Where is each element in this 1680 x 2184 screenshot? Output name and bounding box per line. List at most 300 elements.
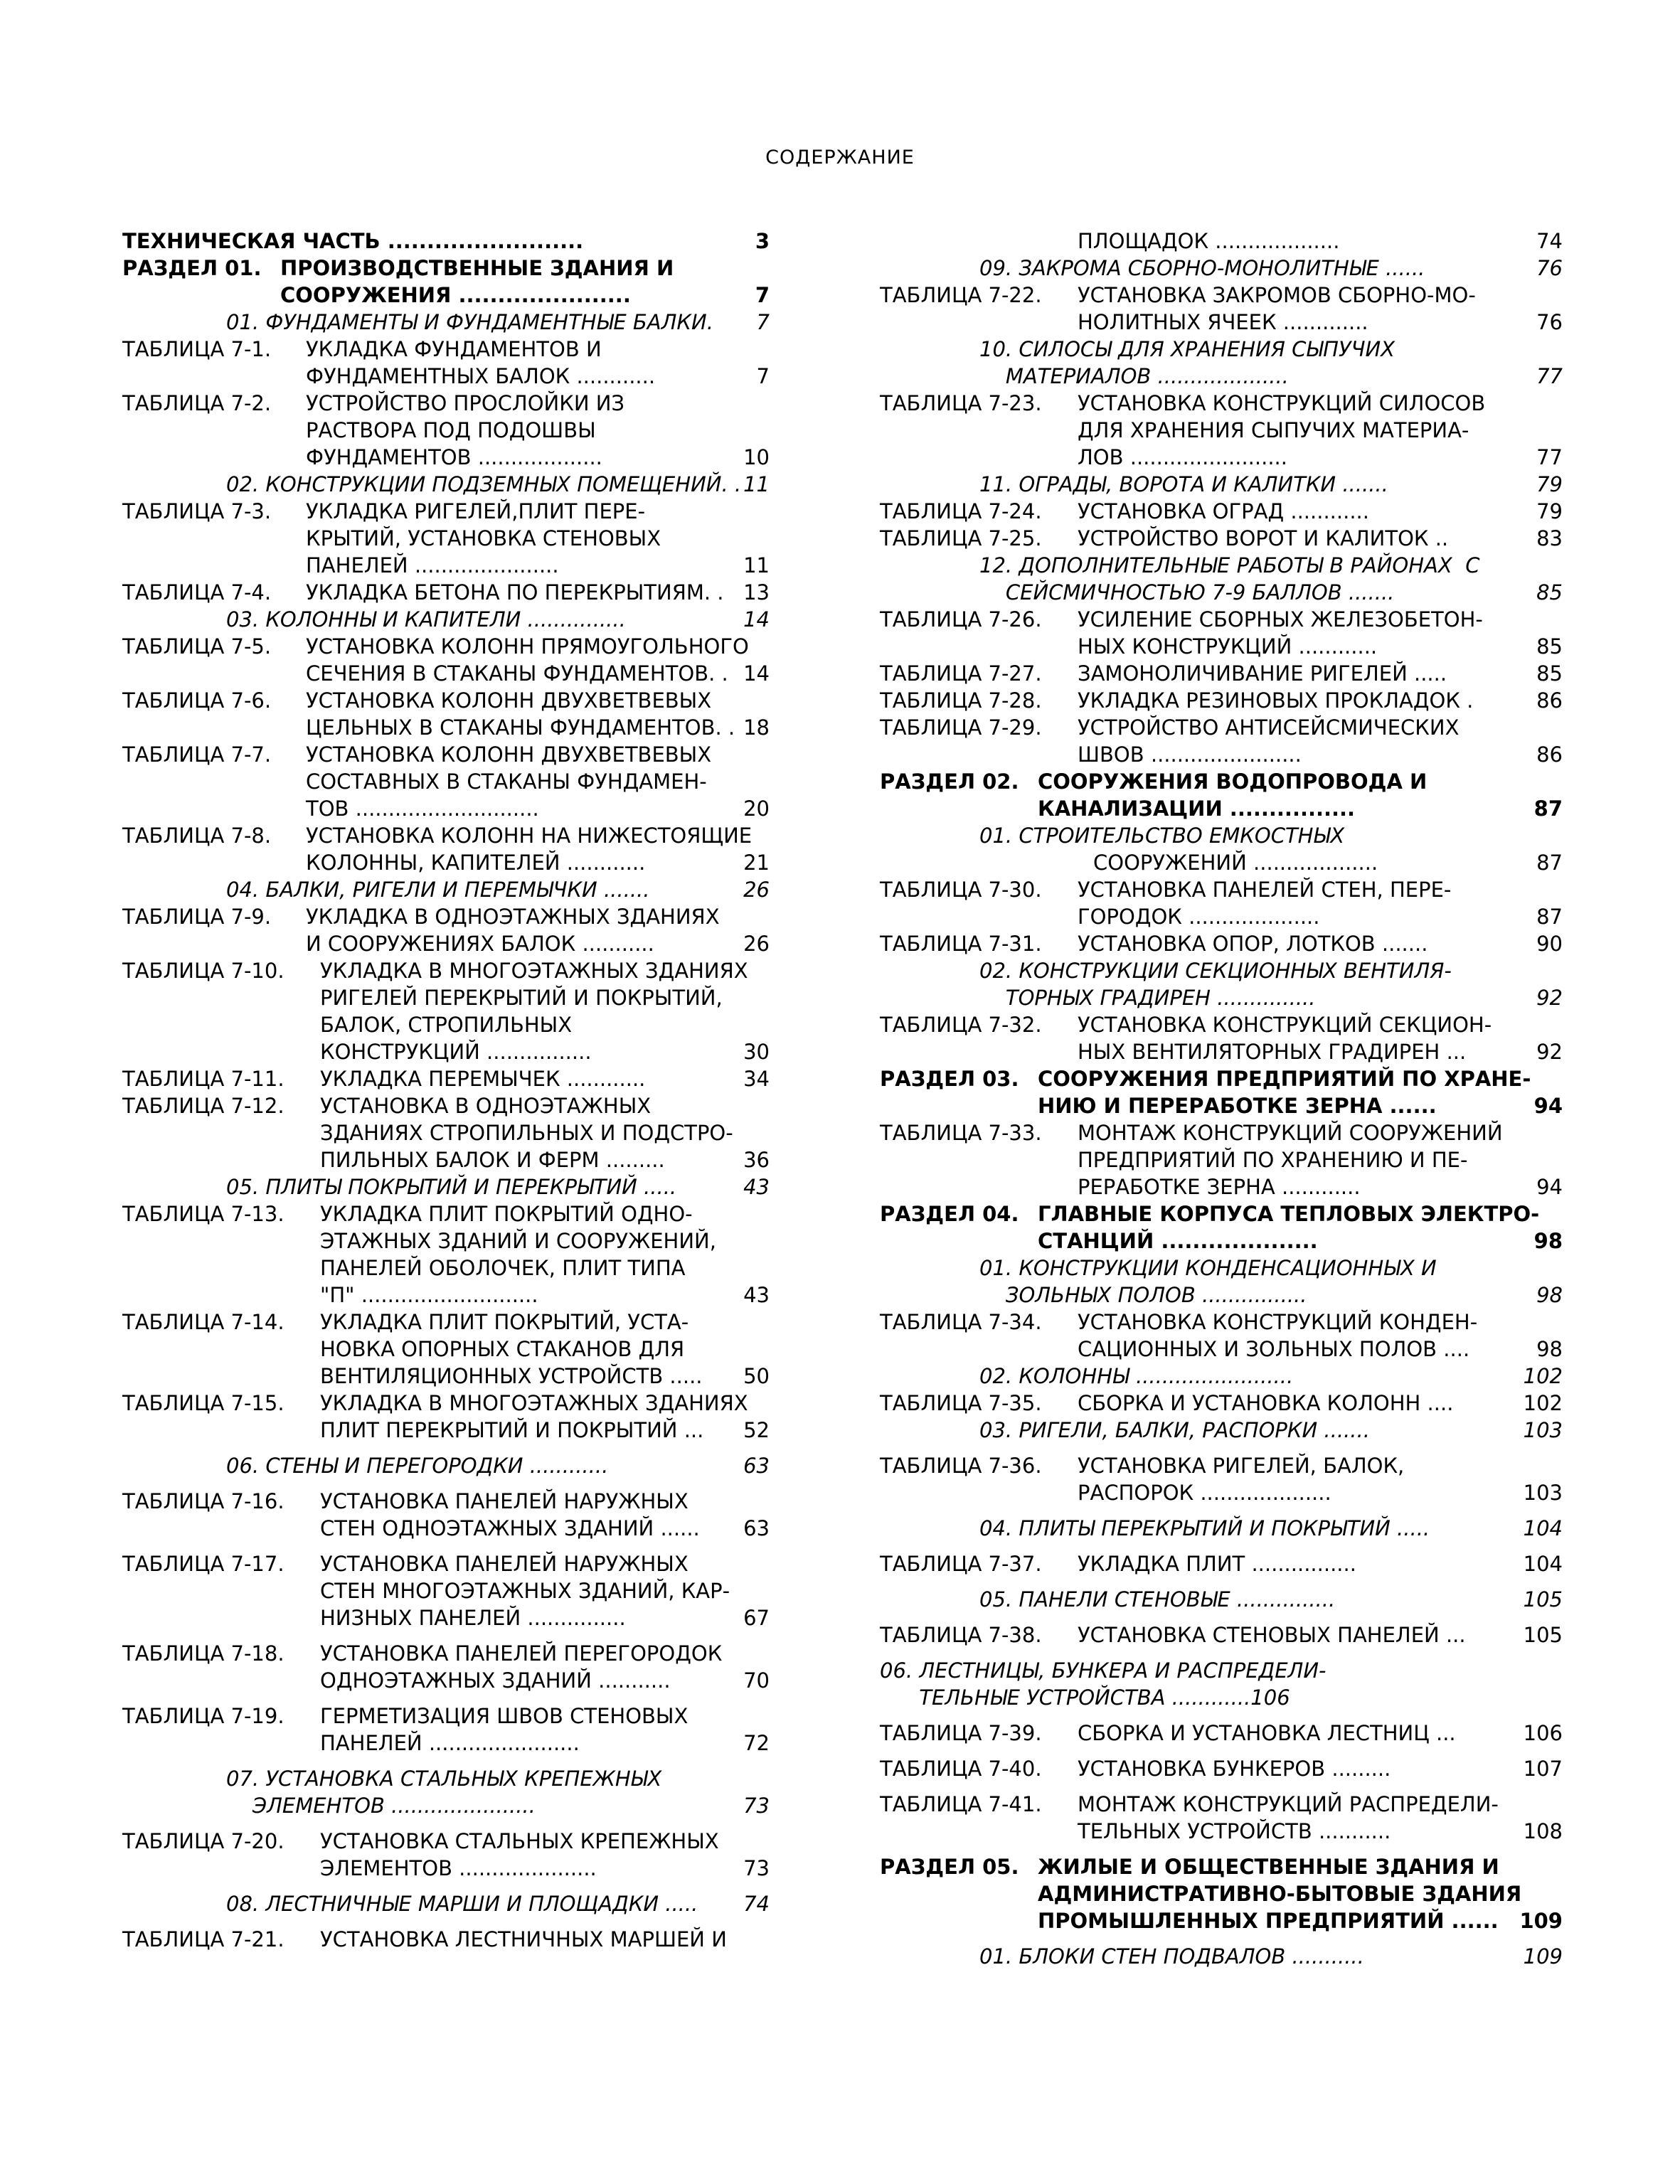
toc-page-number: 107 [1523, 1757, 1563, 1781]
toc-entry [122, 1765, 770, 1819]
toc-page-number: 87 [1536, 851, 1563, 875]
toc-entry-label: ТАБЛИЦА 7-25. [880, 526, 1042, 550]
toc-entry [122, 1065, 770, 1092]
toc-page-number: 86 [1536, 742, 1563, 767]
toc-entry [122, 606, 770, 633]
toc-entry-label: ТАБЛИЦА 7-39. [880, 1721, 1042, 1745]
toc-entry-line: 12. ДОПОЛНИТЕЛЬНЫЕ РАБОТЫ В РАЙОНАХ С [979, 553, 1480, 577]
toc-entry [122, 336, 770, 390]
toc-entry-line: УСТАНОВКА ПАНЕЛЕЙ НАРУЖНЫХ [320, 1552, 689, 1576]
toc-entry [880, 1011, 1563, 1065]
toc-entry-line: 01. ФУНДАМЕНТЫ И ФУНДАМЕНТНЫЕ БАЛКИ. [226, 310, 713, 334]
toc-entry-label: ТАБЛИЦА 7-20. [122, 1829, 285, 1853]
toc-entry [880, 714, 1563, 768]
toc-entry-line: ЛОВ ........................ [1078, 445, 1287, 469]
toc-entry [880, 336, 1563, 390]
toc-entry-text [306, 822, 770, 876]
toc-entry [880, 768, 1563, 822]
toc-entry-text [320, 957, 770, 1065]
toc-entry-label: ТАБЛИЦА 7-21. [122, 1927, 285, 1951]
toc-page-number: 26 [743, 932, 770, 956]
toc-entry-line: УСТАНОВКА КОЛОНН ПРЯМОУГОЛЬНОГО [306, 634, 749, 659]
toc-page-number: 76 [1536, 256, 1563, 280]
toc-page-number: 43 [743, 1175, 770, 1199]
toc-entry [880, 1791, 1563, 1845]
toc-page-number: 108 [1523, 1819, 1563, 1843]
toc-entry-line: УКЛАДКА ПЛИТ ПОКРЫТИЙ ОДНО- [320, 1202, 693, 1226]
toc-entry-text [979, 1417, 1563, 1444]
toc-entry-text [1078, 660, 1563, 687]
toc-entry [122, 471, 770, 498]
toc-entry-label: ТАБЛИЦА 7-26. [880, 607, 1042, 632]
toc-entry-line: 02. КОЛОННЫ ........................ [979, 1364, 1294, 1388]
toc-page-number: 34 [743, 1067, 770, 1091]
toc-entry-line: НЫХ КОНСТРУКЦИЙ ............ [1078, 634, 1378, 659]
toc-entry-label: ТАБЛИЦА 7-30. [880, 878, 1042, 902]
toc-entry-line: ЖИЛЫЕ И ОБЩЕСТВЕННЫЕ ЗДАНИЯ И [1038, 1855, 1499, 1879]
toc-entry-line: И СООРУЖЕНИЯХ БАЛОК ........... [306, 932, 654, 956]
toc-entry-line: УСТАНОВКА ОГРАД ............ [1078, 499, 1369, 523]
toc-page-number: 18 [743, 715, 770, 740]
toc-page-number: 85 [1536, 634, 1563, 659]
toc-entry-label: ТАБЛИЦА 7-2. [122, 391, 272, 415]
toc-entry-line: УСТАНОВКА ПАНЕЛЕЙ ПЕРЕГОРОДОК [320, 1641, 723, 1666]
toc-entry-label: ТАБЛИЦА 7-12. [122, 1094, 285, 1118]
toc-entry-label: ТАБЛИЦА 7-35. [880, 1391, 1042, 1415]
toc-entry-line: 05. ПЛИТЫ ПОКРЫТИЙ И ПЕРЕКРЫТИЙ ..... [226, 1175, 677, 1199]
toc-entry-line: 02. КОНСТРУКЦИИ ПОДЗЕМНЫХ ПОМЕЩЕНИЙ. . [226, 472, 742, 496]
toc-entry-label: ТАБЛИЦА 7-33. [880, 1121, 1042, 1145]
toc-page-number: 26 [743, 878, 770, 902]
toc-entry-label: ТАБЛИЦА 7-5. [122, 634, 272, 659]
toc-entry-line: УСТАНОВКА СТЕНОВЫХ ПАНЕЛЕЙ ... [1078, 1623, 1466, 1647]
toc-entry-text [1078, 1791, 1563, 1845]
toc-page-number: 7 [755, 283, 770, 307]
toc-page-number: 77 [1536, 364, 1563, 388]
toc-entry-label: ТАБЛИЦА 7-17. [122, 1552, 285, 1576]
toc-entry-line: ЦЕЛЬНЫХ В СТАКАНЫ ФУНДАМЕНТОВ. . [306, 715, 735, 740]
toc-page-number: 105 [1523, 1623, 1563, 1647]
toc-entry-text [226, 1452, 770, 1479]
toc-page-number: 92 [1536, 1040, 1563, 1064]
toc-page-number: 73 [743, 1794, 770, 1818]
toc-entry-line: УСТАНОВКА КОЛОНН НА НИЖЕСТОЯЩИЕ [306, 824, 753, 848]
toc-entry-text [979, 822, 1563, 849]
toc-page-number: 21 [743, 851, 770, 875]
toc-entry-label: ТАБЛИЦА 7-41. [880, 1792, 1042, 1816]
toc-entry-line: 03. РИГЕЛИ, БАЛКИ, РАСПОРКИ ....... [979, 1418, 1370, 1442]
toc-entry-line: ЭЛЕМЕНТОВ ..................... [320, 1856, 597, 1880]
toc-entry [880, 1452, 1563, 1506]
toc-page-number: 98 [1536, 1283, 1563, 1307]
toc-page-number: 7 [756, 364, 770, 388]
toc-entry-line: МОНТАЖ КОНСТРУКЦИЙ РАСПРЕДЕЛИ- [1078, 1792, 1499, 1816]
toc-entry [880, 1363, 1563, 1390]
toc-page-number: 10 [743, 445, 770, 469]
toc-entry-line: НИЮ И ПЕРЕРАБОТКЕ ЗЕРНА ...... [1038, 1094, 1437, 1118]
toc-entry-line: ПРОМЫШЛЕННЫХ ПРЕДПРИЯТИЙ ...... [1038, 1909, 1499, 1933]
toc-entry-line: 10. СИЛОСЫ ДЛЯ ХРАНЕНИЯ СЫПУЧИХ [979, 337, 1395, 361]
toc-entry-line: УКЛАДКА В МНОГОЭТАЖНЫХ ЗДАНИЯХ [320, 1391, 748, 1415]
toc-entry-text [320, 1926, 770, 1953]
toc-entry [122, 1828, 770, 1882]
toc-entry [880, 606, 1563, 660]
toc-entry-line: УКЛАДКА ФУНДАМЕНТОВ И [306, 337, 602, 361]
toc-entry-line: ПРЕДПРИЯТИЙ ПО ХРАНЕНИЮ И ПЕ- [1078, 1148, 1468, 1172]
toc-entry-line: ТОВ ............................ [306, 797, 539, 821]
toc-page-number: 63 [743, 1454, 770, 1478]
toc-page-number: 36 [743, 1148, 770, 1172]
toc-entry-line: ГЛАВНЫЕ КОРПУСА ТЕПЛОВЫХ ЭЛЕКТРО- [1038, 1202, 1540, 1226]
toc-entry-text [1078, 390, 1563, 471]
toc-entry-label: РАЗДЕЛ 02. [880, 769, 1019, 794]
toc-entry [122, 903, 770, 957]
toc-entry-text [306, 390, 770, 471]
toc-entry-text [226, 471, 770, 498]
toc-page-number: 73 [743, 1856, 770, 1880]
toc-entry [880, 552, 1563, 606]
toc-entry-line: УСТАНОВКА ЛЕСТНИЧНЫХ МАРШЕЙ И [320, 1927, 727, 1951]
toc-entry-line: УСТАНОВКА КОЛОНН ДВУХВЕТВЕВЫХ [306, 688, 712, 713]
toc-entry-text [1078, 1309, 1563, 1363]
toc-entry-line: 06. СТЕНЫ И ПЕРЕГОРОДКИ ............ [226, 1454, 609, 1478]
toc-entry-line: НОВКА ОПОРНЫХ СТАКАНОВ ДЛЯ [320, 1337, 685, 1361]
toc-entry-line: УКЛАДКА ПЛИТ ПОКРЫТИЙ, УСТА- [320, 1310, 689, 1334]
toc-entry-text [880, 1657, 1563, 1711]
toc-entry-text [1078, 1119, 1563, 1200]
toc-entry-line: ГОРОДОК .................... [1078, 905, 1320, 929]
toc-entry-line: КОЛОННЫ, КАПИТЕЛЕЙ ............ [306, 851, 646, 875]
toc-entry-label: ТАБЛИЦА 7-7. [122, 742, 272, 767]
toc-entry-text [320, 1390, 770, 1444]
toc-entry [880, 228, 1563, 255]
toc-entry [880, 1200, 1563, 1255]
toc-entry-line: УСТАНОВКА СТАЛЬНЫХ КРЕПЕЖНЫХ [320, 1829, 719, 1853]
toc-entry-label: ТАБЛИЦА 7-8. [122, 824, 272, 848]
toc-page-number: 94 [1536, 1175, 1563, 1199]
toc-entry-line: УКЛАДКА В ОДНОЭТАЖНЫХ ЗДАНИЯХ [306, 905, 720, 929]
toc-page-number: 106 [1523, 1721, 1563, 1745]
toc-entry-line: ЭТАЖНЫХ ЗДАНИЙ И СООРУЖЕНИЙ, [320, 1229, 716, 1253]
toc-entry-label: ТАБЛИЦА 7-14. [122, 1310, 285, 1334]
toc-entry [122, 228, 770, 255]
toc-page-number: 7 [756, 310, 770, 334]
toc-entry-label: ТАБЛИЦА 7-31. [880, 932, 1042, 956]
toc-entry-line: 05. ПАНЕЛИ СТЕНОВЫЕ ............... [979, 1587, 1336, 1612]
toc-entry-line: НОЛИТНЫХ ЯЧЕЕК ............. [1078, 310, 1368, 334]
toc-entry-line: СЕЙСМИЧНОСТЬЮ 7-9 БАЛЛОВ ....... [979, 580, 1395, 604]
toc-page-number: 11 [743, 472, 770, 496]
toc-entry-line: УКЛАДКА ПЛИТ ................ [1078, 1552, 1356, 1576]
toc-entry-line: ТЕЛЬНЫЕ УСТРОЙСТВА ............106 [880, 1685, 1290, 1710]
toc-entry [122, 1200, 770, 1309]
toc-page-number: 72 [743, 1731, 770, 1755]
toc-entry [122, 498, 770, 579]
toc-entry-text [979, 552, 1563, 606]
toc-entry [880, 471, 1563, 498]
toc-entry-line: УСТРОЙСТВО ПРОСЛОЙКИ ИЗ [306, 391, 625, 415]
toc-entry-line: ЗАМОНОЛИЧИВАНИЕ РИГЕЛЕЙ ..... [1078, 661, 1447, 686]
toc-entry [880, 1119, 1563, 1200]
toc-entry-line: БАЛОК, СТРОПИЛЬНЫХ [320, 1013, 573, 1037]
toc-entry-line: ДЛЯ ХРАНЕНИЯ СЫПУЧИХ МАТЕРИА- [1078, 418, 1469, 442]
toc-entry-label: ТАБЛИЦА 7-16. [122, 1489, 285, 1513]
toc-entry [880, 1417, 1563, 1444]
toc-entry-line: ЗДАНИЯХ СТРОПИЛЬНЫХ И ПОДСТРО- [320, 1121, 733, 1145]
toc-entry-line: УСТРОЙСТВО АНТИСЕЙСМИЧЕСКИХ [1078, 715, 1460, 740]
toc-entry-line: СТЕН МНОГОЭТАЖНЫХ ЗДАНИЙ, КАР- [320, 1579, 730, 1603]
toc-entry-text [979, 255, 1563, 282]
toc-entry-text [1078, 525, 1563, 552]
toc-entry-label: ТАБЛИЦА 7-22. [880, 283, 1042, 307]
toc-entry [880, 1720, 1563, 1747]
toc-entry [122, 1926, 770, 1953]
toc-entry-text [306, 498, 770, 579]
toc-entry-label: ТАБЛИЦА 7-11. [122, 1067, 285, 1091]
toc-entry [880, 255, 1563, 282]
toc-entry-label: ТАБЛИЦА 7-27. [880, 661, 1042, 686]
toc-page-number: 90 [1536, 932, 1563, 956]
toc-entry [880, 876, 1563, 930]
toc-entry-line: ВЕНТИЛЯЦИОННЫХ УСТРОЙСТВ ..... [320, 1364, 703, 1388]
toc-entry-line: ТЕХНИЧЕСКАЯ ЧАСТЬ ......................... [122, 229, 584, 253]
toc-entry-label: РАЗДЕЛ 01. [122, 256, 262, 280]
toc-entry-line: УСТАНОВКА ПАНЕЛЕЙ СТЕН, ПЕРЕ- [1078, 878, 1452, 902]
toc-entry-line: ПАНЕЛЕЙ ОБОЛОЧЕК, ПЛИТ ТИПА [320, 1256, 686, 1280]
toc-entry-line: УСТАНОВКА ПАНЕЛЕЙ НАРУЖНЫХ [320, 1489, 689, 1513]
toc-page-number: 94 [1533, 1094, 1563, 1118]
toc-page-number: 109 [1523, 1944, 1563, 1969]
toc-entry-line: НИЗНЫХ ПАНЕЛЕЙ ............... [320, 1606, 626, 1630]
toc-page-number: 74 [743, 1892, 770, 1916]
toc-entry-text [306, 336, 770, 390]
toc-entry-text [979, 336, 1563, 390]
toc-entry-line: "П" ........................... [320, 1283, 538, 1307]
toc-entry-line: УСТАНОВКА В ОДНОЭТАЖНЫХ [320, 1094, 652, 1118]
toc-entry-text [979, 1943, 1563, 1970]
toc-entry-line: УКЛАДКА БЕТОНА ПО ПЕРЕКРЫТИЯМ. . [306, 580, 724, 604]
toc-entry-line: СООРУЖЕНИЯ ПРЕДПРИЯТИЙ ПО ХРАНЕ- [1038, 1067, 1531, 1091]
toc-entry-line: УКЛАДКА В МНОГОЭТАЖНЫХ ЗДАНИЯХ [320, 959, 748, 983]
toc-page-number: 14 [743, 607, 770, 632]
toc-entry [880, 849, 1563, 876]
toc-entry [122, 309, 770, 336]
toc-entry [880, 1586, 1563, 1613]
toc-entry-label: РАЗДЕЛ 04. [880, 1202, 1019, 1226]
toc-page-number: 3 [755, 229, 770, 253]
toc-entry [880, 1621, 1563, 1648]
toc-entry-text [1078, 282, 1563, 336]
toc-page-number: 103 [1523, 1418, 1563, 1442]
toc-entry-line: МОНТАЖ КОНСТРУКЦИЙ СООРУЖЕНИЙ [1078, 1121, 1503, 1145]
toc-entry-text [1078, 606, 1563, 660]
toc-entry-line: 01. СТРОИТЕЛЬСТВО ЕМКОСТНЫХ [979, 824, 1345, 848]
toc-entry-line: СБОРКА И УСТАНОВКА КОЛОНН .... [1078, 1391, 1454, 1415]
toc-entry-line: ЗОЛЬНЫХ ПОЛОВ ................ [979, 1283, 1307, 1307]
toc-entry [880, 1755, 1563, 1782]
toc-page-number: 30 [743, 1040, 770, 1064]
toc-entry-line: УСТАНОВКА ОПОР, ЛОТКОВ ....... [1078, 932, 1428, 956]
toc-entry-label: ТАБЛИЦА 7-37. [880, 1552, 1042, 1576]
toc-entry-text [320, 1200, 770, 1309]
toc-page-number: 63 [743, 1516, 770, 1540]
toc-entry-label: ТАБЛИЦА 7-38. [880, 1623, 1042, 1647]
toc-entry [880, 282, 1563, 336]
toc-page-number: 14 [743, 661, 770, 686]
toc-entry-line: ГЕРМЕТИЗАЦИЯ ШВОВ СТЕНОВЫХ [320, 1704, 689, 1728]
toc-entry [122, 1640, 770, 1694]
toc-page-number: 104 [1523, 1552, 1563, 1576]
toc-entry-line: УКЛАДКА РЕЗИНОВЫХ ПРОКЛАДОК . [1078, 688, 1474, 713]
toc-entry-line: СТЕН ОДНОЭТАЖНЫХ ЗДАНИЙ ...... [320, 1516, 700, 1540]
toc-entry-label: ТАБЛИЦА 7-32. [880, 1013, 1042, 1037]
toc-page-number: 109 [1519, 1909, 1563, 1933]
toc-entry [122, 1173, 770, 1200]
toc-entry-text [1038, 1200, 1563, 1255]
toc-entry-label: ТАБЛИЦА 7-23. [880, 391, 1042, 415]
toc-entry-text [1078, 1621, 1563, 1648]
toc-entry [880, 930, 1563, 957]
toc-entry-line: 03. КОЛОННЫ И КАПИТЕЛИ ............... [226, 607, 626, 632]
toc-entry-line: 04. БАЛКИ, РИГЕЛИ И ПЕРЕМЫЧКИ ....... [226, 878, 650, 902]
toc-entry-text [306, 741, 770, 822]
toc-page-number: 67 [743, 1606, 770, 1630]
toc-entry-line: УСТАНОВКА КОНСТРУКЦИЙ СИЛОСОВ [1078, 391, 1486, 415]
toc-entry-text [1078, 228, 1563, 255]
toc-entry-line: МАТЕРИАЛОВ .................... [979, 364, 1289, 388]
toc-entry-line: ПЛИТ ПЕРЕКРЫТИЙ И ПОКРЫТИЙ ... [320, 1418, 704, 1442]
toc-entry [122, 822, 770, 876]
toc-entry [122, 1550, 770, 1631]
toc-entry-line: 04. ПЛИТЫ ПЕРЕКРЫТИЙ И ПОКРЫТИЙ ..... [979, 1516, 1430, 1540]
toc-entry-line: 06. ЛЕСТНИЦЫ, БУНКЕРА И РАСПРЕДЕЛИ- [880, 1658, 1327, 1683]
toc-entry-label: ТАБЛИЦА 7-9. [122, 905, 272, 929]
toc-entry-line: УКЛАДКА ПЕРЕМЫЧЕК ............ [320, 1067, 646, 1091]
toc-entry [122, 1092, 770, 1173]
toc-entry-line: ПРОИЗВОДСТВЕННЫЕ ЗДАНИЯ И [280, 256, 674, 280]
toc-entry-text [1078, 1720, 1563, 1747]
toc-entry-line: 02. КОНСТРУКЦИИ СЕКЦИОННЫХ ВЕНТИЛЯ- [979, 959, 1452, 983]
toc-page-number: 70 [743, 1668, 770, 1693]
toc-entry-text [226, 876, 770, 903]
toc-entry-line: САЦИОННЫХ И ЗОЛЬНЫХ ПОЛОВ .... [1078, 1337, 1470, 1361]
toc-column-left [122, 228, 770, 1953]
toc-entry-line: УСИЛЕНИЕ СБОРНЫХ ЖЕЛЕЗОБЕТОН- [1078, 607, 1483, 632]
toc-entry-line: УСТАНОВКА КОЛОНН ДВУХВЕТВЕВЫХ [306, 742, 712, 767]
toc-entry [880, 498, 1563, 525]
toc-entry [880, 1853, 1563, 1934]
toc-entry-text [1038, 1853, 1563, 1934]
toc-entry-line: СООРУЖЕНИЙ ................... [1093, 851, 1378, 875]
toc-page-number: 104 [1523, 1516, 1563, 1540]
toc-page-number: 102 [1523, 1391, 1563, 1415]
toc-entry [880, 822, 1563, 849]
toc-page-number: 77 [1536, 445, 1563, 469]
toc-entry-line: 07. УСТАНОВКА СТАЛЬНЫХ КРЕПЕЖНЫХ [226, 1767, 662, 1791]
toc-entry [880, 390, 1563, 471]
toc-entry-text [226, 606, 770, 633]
toc-entry [880, 1390, 1563, 1417]
toc-entry-text [1038, 1065, 1563, 1119]
toc-entry-text [1078, 1452, 1563, 1506]
toc-page-number: 13 [743, 580, 770, 604]
toc-entry [122, 579, 770, 606]
toc-entry [122, 1488, 770, 1542]
toc-entry-label: ТАБЛИЦА 7-13. [122, 1202, 285, 1226]
toc-entry-line: ПИЛЬНЫХ БАЛОК И ФЕРМ ......... [320, 1148, 665, 1172]
toc-entry-text [320, 1703, 770, 1757]
toc-entry-line: РАСТВОРА ПОД ПОДОШВЫ [306, 418, 596, 442]
toc-entry-line: ФУНДАМЕНТОВ ................... [306, 445, 602, 469]
toc-entry-line: УСТРОЙСТВО ВОРОТ И КАЛИТОК .. [1078, 526, 1449, 550]
toc-entry-text [1093, 849, 1563, 876]
toc-entry [122, 1452, 770, 1479]
toc-entry-text [320, 1065, 770, 1092]
toc-entry [122, 1390, 770, 1444]
toc-entry-line: ФУНДАМЕНТНЫХ БАЛОК ............ [306, 364, 656, 388]
toc-entry-line: УКЛАДКА РИГЕЛЕЙ,ПЛИТ ПЕРЕ- [306, 499, 646, 523]
toc-entry [122, 741, 770, 822]
toc-entry-text [320, 1309, 770, 1390]
toc-entry-line: ПЛОЩАДОК ................... [1078, 229, 1340, 253]
page-title: СОДЕРЖАНИЕ [765, 147, 915, 169]
toc-entry-line: СООРУЖЕНИЯ ВОДОПРОВОДА И [1038, 769, 1428, 794]
toc-entry [880, 1065, 1563, 1119]
toc-page-number: 43 [743, 1283, 770, 1307]
toc-entry-text [226, 1890, 770, 1917]
toc-entry-text [320, 1488, 770, 1542]
toc-entry-label: РАЗДЕЛ 05. [880, 1855, 1019, 1879]
toc-entry-line: АДМИНИСТРАТИВНО-БЫТОВЫЕ ЗДАНИЯ [1038, 1882, 1522, 1906]
toc-entry-text [979, 957, 1563, 1011]
toc-entry [122, 876, 770, 903]
toc-page-number: 85 [1536, 580, 1563, 604]
toc-page-number: 85 [1536, 661, 1563, 686]
toc-entry [880, 1550, 1563, 1577]
toc-entry-label: ТАБЛИЦА 7-24. [880, 499, 1042, 523]
toc-entry-line: СЕЧЕНИЯ В СТАКАНЫ ФУНДАМЕНТОВ. . [306, 661, 728, 686]
toc-entry-line: РАСПОРОК .................... [1078, 1481, 1331, 1505]
toc-entry-line: СТАНЦИЙ .................... [1038, 1229, 1318, 1253]
toc-entry [880, 660, 1563, 687]
toc-entry [880, 957, 1563, 1011]
toc-entry-text [1078, 498, 1563, 525]
toc-page-number: 103 [1523, 1481, 1563, 1505]
toc-entry-text [1038, 768, 1563, 822]
toc-entry-label: ТАБЛИЦА 7-3. [122, 499, 272, 523]
toc-entry-line: ТОРНЫХ ГРАДИРЕН ............... [979, 986, 1316, 1010]
toc-page-number: 76 [1536, 310, 1563, 334]
toc-entry-label: РАЗДЕЛ 03. [880, 1067, 1019, 1091]
toc-entry-text [979, 471, 1563, 498]
toc-entry-text [226, 309, 770, 336]
toc-entry-text [320, 1640, 770, 1694]
toc-entry-line: ПАНЕЛЕЙ ....................... [320, 1731, 580, 1755]
toc-entry [880, 1255, 1563, 1309]
toc-page-number: 20 [743, 797, 770, 821]
toc-entry-line: КОНСТРУКЦИЙ ................ [320, 1040, 592, 1064]
toc-entry-label: ТАБЛИЦА 7-4. [122, 580, 272, 604]
toc-page-number: 98 [1536, 1337, 1563, 1361]
toc-page-number: 98 [1533, 1229, 1563, 1253]
toc-entry-label: ТАБЛИЦА 7-18. [122, 1641, 285, 1666]
toc-entry [880, 1943, 1563, 1970]
toc-entry [122, 633, 770, 687]
toc-entry [880, 1309, 1563, 1363]
toc-entry-line: РЕРАБОТКЕ ЗЕРНА ............ [1078, 1175, 1361, 1199]
toc-entry [880, 687, 1563, 714]
toc-page-number: 87 [1533, 797, 1563, 821]
